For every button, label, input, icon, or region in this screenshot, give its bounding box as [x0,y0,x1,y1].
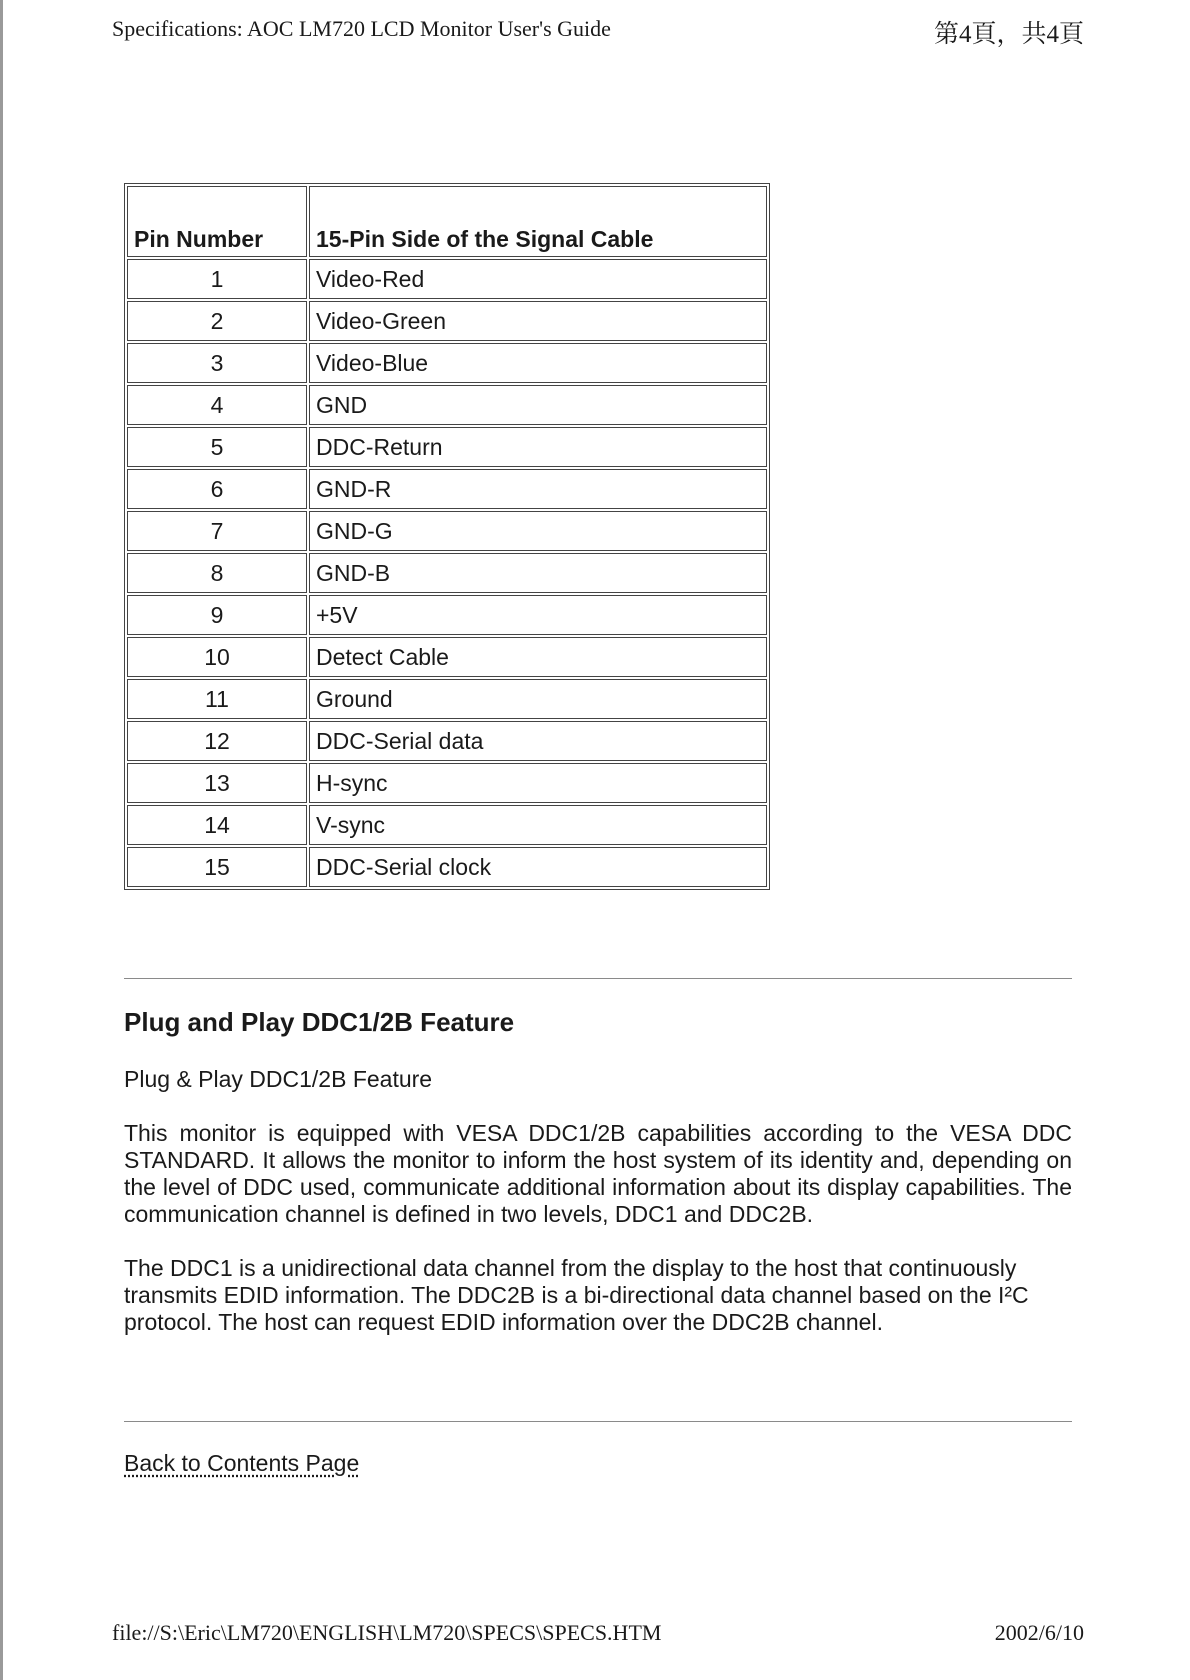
paragraph-ddc-overview: This monitor is equipped with VESA DDC1/2B capabilities according to the VESA DDC STANDARD. It allows the monitor to inform the host system of its identity and, depending on the level of DDC used, communicate additional information about its display capabilities. The communication channel is defined in two levels, DDC1 and DDC2B. [124,1120,1072,1227]
pin-assignment-table [124,183,770,890]
signal-cell: V-sync [309,805,767,845]
table-row [127,847,767,887]
signal-cell: DDC-Serial clock [309,847,767,887]
pin-number-cell: 2 [127,301,307,341]
table-row [127,469,767,509]
pin-number-cell: 4 [127,385,307,425]
pin-number-cell: 5 [127,427,307,467]
signal-header: 15-Pin Side of the Signal Cable [309,186,767,257]
pin-number-header: Pin Number [127,186,307,257]
pin-number-cell: 11 [127,679,307,719]
table-header-row [127,186,767,257]
signal-cell: GND-B [309,553,767,593]
print-date: 2002/6/10 [994,1620,1084,1645]
table-row [127,385,767,425]
table-row [127,595,767,635]
document-title: Specifications: AOC LM720 LCD Monitor User's Guide [112,16,611,41]
section-title: Plug and Play DDC1/2B Feature [124,1007,515,1037]
pin-number-cell: 12 [127,721,307,761]
paragraph-ddc-channels: The DDC1 is a unidirectional data channel from the display to the host that continuously transmits EDID information. The DDC2B is a bi-directional data channel based on the I²C protocol. The host can request EDID information over the DDC2B channel. [124,1255,1029,1335]
table-row [127,721,767,761]
pin-number-cell: 15 [127,847,307,887]
pin-number-cell: 3 [127,343,307,383]
table-row [127,553,767,593]
pin-number-cell: 7 [127,511,307,551]
table-row [127,763,767,803]
horizontal-rule [124,978,1072,979]
table-row [127,637,767,677]
page-indicator: 第4頁，共4頁 [933,21,1084,48]
table-row [127,301,767,341]
signal-cell: DDC-Serial data [309,721,767,761]
signal-cell: DDC-Return [309,427,767,467]
pin-number-cell: 13 [127,763,307,803]
signal-cell: Video-Blue [309,343,767,383]
pin-table-body [127,259,767,887]
print-header [112,14,1084,50]
section-subtitle: Plug & Play DDC1/2B Feature [124,1066,433,1092]
table-row [127,679,767,719]
pin-number-cell: 14 [127,805,307,845]
scan-edge [0,0,3,1680]
signal-cell: Video-Red [309,259,767,299]
signal-cell: GND [309,385,767,425]
signal-cell: +5V [309,595,767,635]
horizontal-rule [124,1421,1072,1422]
table-row [127,259,767,299]
print-footer [112,1620,1084,1650]
signal-cell: GND-R [309,469,767,509]
signal-cell: H-sync [309,763,767,803]
back-to-contents-link[interactable]: Back to Contents Page [124,1450,360,1476]
pin-number-cell: 1 [127,259,307,299]
pin-number-cell: 10 [127,637,307,677]
signal-cell: GND-G [309,511,767,551]
table-row [127,343,767,383]
signal-cell: Detect Cable [309,637,767,677]
pin-number-cell: 9 [127,595,307,635]
table-row [127,511,767,551]
file-path: file://S:\Eric\LM720\ENGLISH\LM720\SPECS\SPECS.HTM [112,1620,662,1645]
table-row [127,805,767,845]
table-row [127,427,767,467]
pin-number-cell: 6 [127,469,307,509]
pin-number-cell: 8 [127,553,307,593]
signal-cell: Video-Green [309,301,767,341]
signal-cell: Ground [309,679,767,719]
